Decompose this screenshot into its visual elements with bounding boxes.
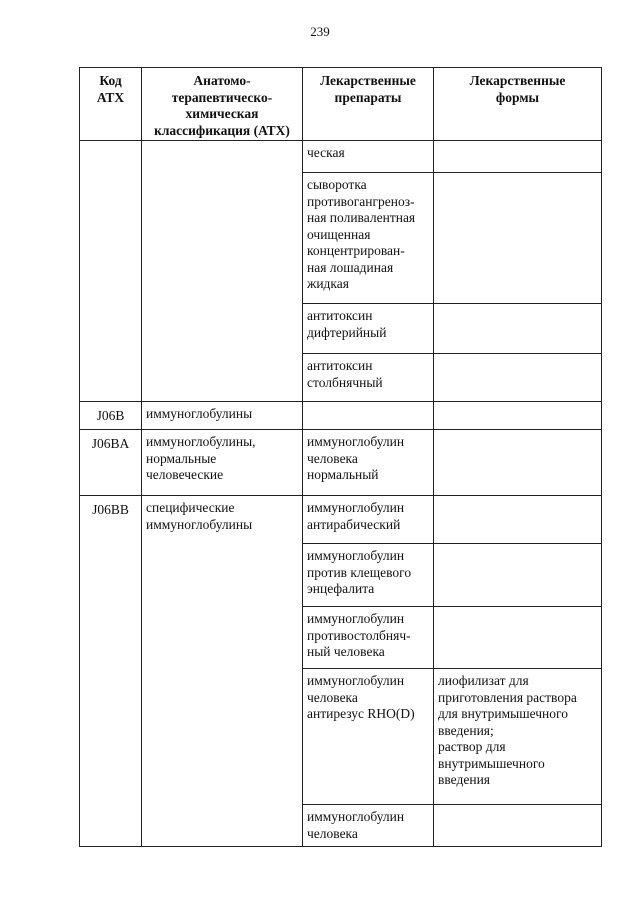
page-number: 239 [310,24,330,39]
cell-code: J06BA [80,430,142,496]
cell-class: специфические иммуноглобулины [142,496,303,847]
cell-form [434,173,602,304]
cell-class: иммуноглобулины [142,402,303,430]
cell-drug: иммуноглобулин человека [303,805,434,847]
table-row [80,141,602,173]
cell-drug: иммуноглобулин противостолбняч- ный человека [303,607,434,669]
cell-form [434,304,602,354]
cell-form [434,544,602,607]
cell-form [434,402,602,430]
cell-code: J06B [80,402,142,430]
table-header-row [80,68,602,141]
cell-drug: иммуноглобулин человека антирезус RHO(D) [303,669,434,805]
header-forms: Лекарственные формы [434,68,602,141]
cell-drug: ческая [303,141,434,173]
cell-drug: антитоксин дифтерийный [303,304,434,354]
cell-form [434,141,602,173]
header-drugs: Лекарственные препараты [303,68,434,141]
cell-form [434,607,602,669]
table-row [80,496,602,544]
cell-drug: антитоксин столбнячный [303,354,434,402]
header-code: Код АТХ [80,68,142,141]
table-row [80,430,602,496]
cell-class: иммуноглобулины, нормальные человеческие [142,430,303,496]
cell-form: лиофилизат для приготовления раствора для внутримышечного введения; раствор для внутримышечного введения [434,669,602,805]
table-row [80,402,602,430]
cell-drug: иммуноглобулин человека нормальный [303,430,434,496]
cell-drug: иммуноглобулин антирабический [303,496,434,544]
atx-table [79,67,602,847]
cell-drug: иммуноглобулин против клещевого энцефалита [303,544,434,607]
cell-form [434,805,602,847]
cell-form [434,496,602,544]
cell-class [142,141,303,402]
cell-form [434,430,602,496]
header-classification: Анатомо- терапевтическо- химическая классификация (АТХ) [142,68,303,141]
cell-drug: сыворотка противогангреноз- ная поливалентная очищенная концентрирован- ная лошадиная жидкая [303,173,434,304]
cell-drug [303,402,434,430]
cell-form [434,354,602,402]
cell-code: J06BB [80,496,142,847]
cell-code [80,141,142,402]
